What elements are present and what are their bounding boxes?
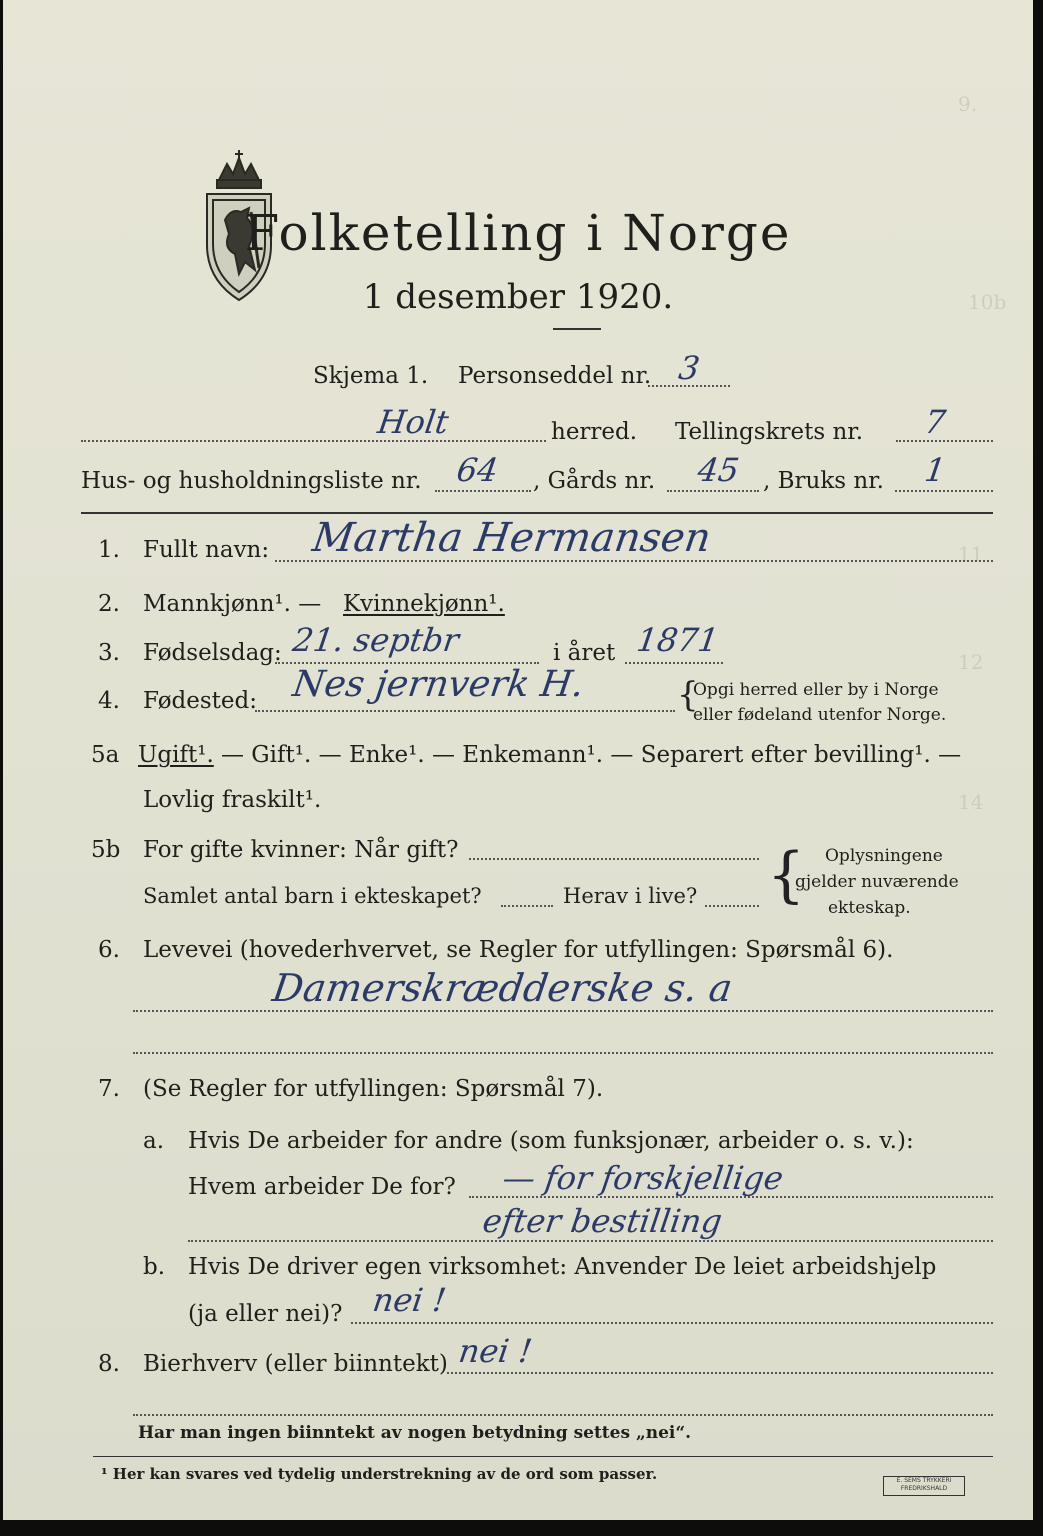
occupation-value[interactable]: Damerskrædderske s. a — [269, 966, 736, 1010]
birth-year-field-line — [625, 662, 723, 664]
q5b-children-label: Samlet antal barn i ekteskapet? — [143, 884, 482, 908]
q7b-letter: b. — [143, 1254, 166, 1280]
schema-label: Skjema 1. — [313, 363, 429, 389]
q7b-line2: (ja eller nei)? — [188, 1301, 343, 1327]
birthplace-note-line2: eller fødeland utenfor Norge. — [693, 705, 947, 725]
printer-stamp: E. SEMS TRYKKERI FREDRIKSHALD — [883, 1476, 965, 1496]
q5b-note-line3: ekteskap. — [828, 898, 911, 918]
q1-number: 1. — [98, 537, 120, 563]
footer-separator — [93, 1456, 993, 1457]
hus-value[interactable]: 64 — [454, 451, 501, 489]
birthdate-value[interactable]: 21. septbr — [290, 621, 462, 659]
birthplace-value[interactable]: Nes jernverk H. — [290, 664, 587, 705]
q1-label: Fullt navn: — [143, 537, 270, 563]
q5b-note-line2: gjelder nuværende — [795, 872, 959, 892]
hus-field-line — [435, 490, 531, 492]
footer-note: Har man ingen biinntekt av nogen betydning settes „nei“. — [138, 1423, 692, 1443]
bruks-field-line — [895, 490, 993, 492]
note-brace: { — [677, 675, 699, 715]
q3-number: 3. — [98, 640, 120, 666]
q8-label: Bierhverv (eller biinntekt) — [143, 1351, 448, 1377]
marital-divorced-option[interactable]: Lovlig fraskilt¹. — [143, 787, 322, 813]
census-form-page — [3, 0, 1033, 1520]
q5b-number: 5b — [91, 837, 121, 863]
q4-label: Fødested: — [143, 688, 258, 714]
herred-field-line — [81, 440, 546, 442]
occupation-field-line-2 — [133, 1052, 993, 1054]
employer-value-2[interactable]: efter bestilling — [480, 1202, 725, 1240]
bleed-through-text: 14 — [958, 790, 984, 814]
employer-value-1[interactable]: — for forskjellige — [500, 1159, 786, 1197]
bleed-through-text: 10b — [968, 290, 1007, 314]
employer-field-line-2 — [188, 1240, 993, 1242]
census-date: 1 desember 1920. — [362, 277, 674, 317]
hired-help-value[interactable]: nei ! — [370, 1281, 449, 1319]
q5b-note-line1: Oplysningene — [825, 846, 943, 866]
tellingskrets-field-line — [896, 440, 993, 442]
side-income-value[interactable]: nei ! — [456, 1332, 535, 1370]
q8-number: 8. — [98, 1351, 120, 1377]
q7-label: (Se Regler for utfyllingen: Spørsmål 7). — [143, 1076, 604, 1102]
q6-number: 6. — [98, 937, 120, 963]
q7a-line1: Hvis De arbeider for andre (som funksjonær, arbeider o. s. v.): — [188, 1128, 914, 1154]
bleed-through-text: 9. — [958, 92, 978, 116]
q7-number: 7. — [98, 1076, 120, 1102]
gards-label: , Gårds nr. — [533, 468, 656, 494]
birth-year-value[interactable]: 1871 — [634, 621, 722, 659]
personseddel-label: Personseddel nr. — [458, 363, 652, 389]
full-name-value[interactable]: Martha Hermansen — [309, 515, 714, 561]
children-count-field-line[interactable] — [501, 905, 553, 907]
q2-number: 2. — [98, 591, 120, 617]
hus-label: Hus- og husholdningsliste nr. — [81, 468, 422, 494]
q4-number: 4. — [98, 688, 120, 714]
q7b-line1: Hvis De driver egen virksomhet: Anvender De leiet arbeidshjelp — [188, 1254, 937, 1280]
tellingskrets-value[interactable]: 7 — [922, 403, 949, 441]
q5b-alive-label: Herav i live? — [563, 884, 698, 908]
tellingskrets-label: Tellingskrets nr. — [675, 419, 864, 445]
q5b-line1: For gifte kvinner: Når gift? — [143, 837, 459, 863]
q7a-line2: Hvem arbeider De for? — [188, 1174, 456, 1200]
birth-year-label: i året — [553, 640, 616, 666]
side-income-field-line-1 — [447, 1372, 993, 1374]
personseddel-value[interactable]: 3 — [676, 349, 703, 387]
side-income-field-line-2 — [133, 1414, 993, 1416]
occupation-field-line-1 — [133, 1010, 993, 1012]
bruks-label: , Bruks nr. — [763, 468, 884, 494]
herred-label: herred. — [551, 419, 638, 445]
gards-field-line — [667, 490, 759, 492]
form-title: Folketelling i Norge — [244, 204, 792, 262]
bruks-value[interactable]: 1 — [922, 451, 949, 489]
q7a-letter: a. — [143, 1128, 165, 1154]
herred-value[interactable]: Holt — [375, 403, 451, 441]
bleed-through-text: 11 — [958, 542, 984, 566]
divider — [553, 328, 601, 330]
birthplace-field-line — [255, 710, 675, 712]
marital-ugift-option-underlined[interactable]: Ugift¹. — [138, 742, 214, 768]
children-alive-field-line[interactable] — [705, 905, 759, 907]
marital-other-options[interactable]: — Gift¹. — Enke¹. — Enkemann¹. — Separert efter bevilling¹. — — [221, 742, 962, 768]
q3-label: Fødselsdag: — [143, 640, 282, 666]
header-separator — [81, 512, 993, 514]
note-brace: { — [767, 840, 806, 910]
hired-help-field-line — [351, 1322, 993, 1324]
footnote: ¹ Her kan svares ved tydelig understrekning av de ord som passer. — [101, 1465, 658, 1483]
bleed-through-text: 12 — [958, 650, 984, 674]
gender-male-option[interactable]: Mannkjønn¹. — — [143, 591, 322, 617]
q5a-number: 5a — [91, 742, 120, 768]
q6-label: Levevei (hovederhvervet, se Regler for utfyllingen: Spørsmål 6). — [143, 937, 894, 963]
marriage-date-field-line[interactable] — [469, 858, 759, 860]
gender-female-option-underlined[interactable]: Kvinnekjønn¹. — [343, 591, 505, 617]
gards-value[interactable]: 45 — [695, 451, 742, 489]
birthplace-note-line1: Opgi herred eller by i Norge — [693, 680, 939, 700]
